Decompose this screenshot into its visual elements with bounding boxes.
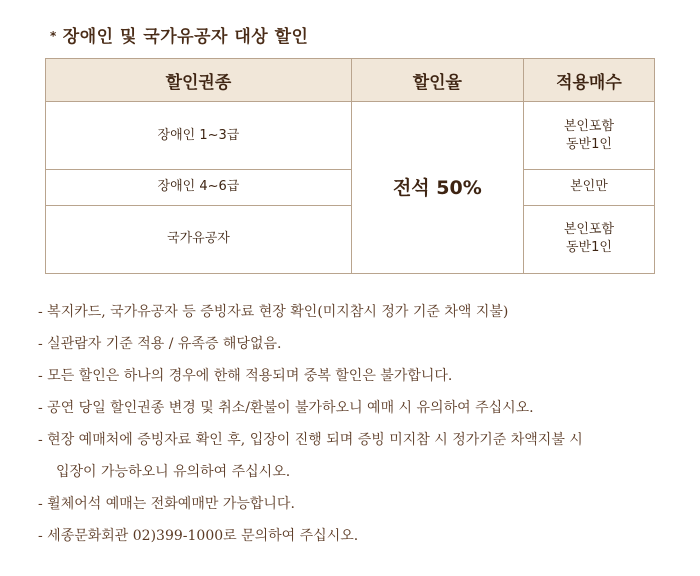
note-item: - 현장 예매처에 증빙자료 확인 후, 입장이 진행 되며 증빙 미지참 시 정가기준 차액지불 시 bbox=[38, 432, 583, 448]
table-header-row bbox=[46, 59, 655, 102]
discount-type-cell: 장애인 4~6급 bbox=[46, 170, 352, 205]
discount-type-cell: 국가유공자 bbox=[46, 205, 352, 273]
ticket-count-line: 동반1인 bbox=[565, 240, 612, 256]
ticket-count-line: 본인만 bbox=[570, 179, 608, 195]
header-ticket-count: 적용매수 bbox=[523, 59, 654, 102]
header-discount-rate: 할인율 bbox=[351, 59, 523, 102]
table-row bbox=[46, 170, 655, 205]
ticket-count-line: 본인포함 bbox=[563, 222, 615, 238]
ticket-count-cell bbox=[523, 170, 654, 205]
note-item: - 모든 할인은 하나의 경우에 한해 적용되며 중복 할인은 불가합니다. bbox=[38, 368, 453, 384]
note-item: - 공연 당일 할인권종 변경 및 취소/환불이 불가하오니 예매 시 유의하여 주십시오. bbox=[38, 400, 534, 416]
table-row bbox=[46, 102, 655, 170]
table-row bbox=[46, 205, 655, 273]
ticket-count-line: 동반1인 bbox=[565, 136, 612, 152]
header-discount-type: 할인권종 bbox=[46, 59, 352, 102]
bullet-icon: * bbox=[50, 29, 57, 43]
section-title-text: 장애인 및 국가유공자 대상 할인 bbox=[62, 27, 309, 47]
ticket-count-line: 본인포함 bbox=[563, 118, 615, 134]
discount-type-cell: 장애인 1~3급 bbox=[46, 102, 352, 170]
notes-list bbox=[38, 296, 678, 552]
ticket-count-cell bbox=[523, 205, 654, 273]
section-title bbox=[50, 22, 308, 47]
note-item: - 복지카드, 국가유공자 등 증빙자료 현장 확인(미지참시 정가 기준 차액 지불) bbox=[38, 304, 509, 320]
note-item: - 세종문화회관 02)399-1000로 문의하여 주십시오. bbox=[38, 528, 359, 544]
note-item: - 휠체어석 예매는 전화예매만 가능합니다. bbox=[38, 496, 295, 512]
note-item: - 실관람자 기준 적용 / 유족증 해당없음. bbox=[38, 336, 282, 352]
note-item-continuation: 입장이 가능하오니 유의하여 주십시오. bbox=[56, 464, 291, 480]
discount-rate-cell: 전석 50% bbox=[351, 102, 523, 274]
ticket-count-cell bbox=[523, 102, 654, 170]
discount-table bbox=[45, 58, 655, 274]
